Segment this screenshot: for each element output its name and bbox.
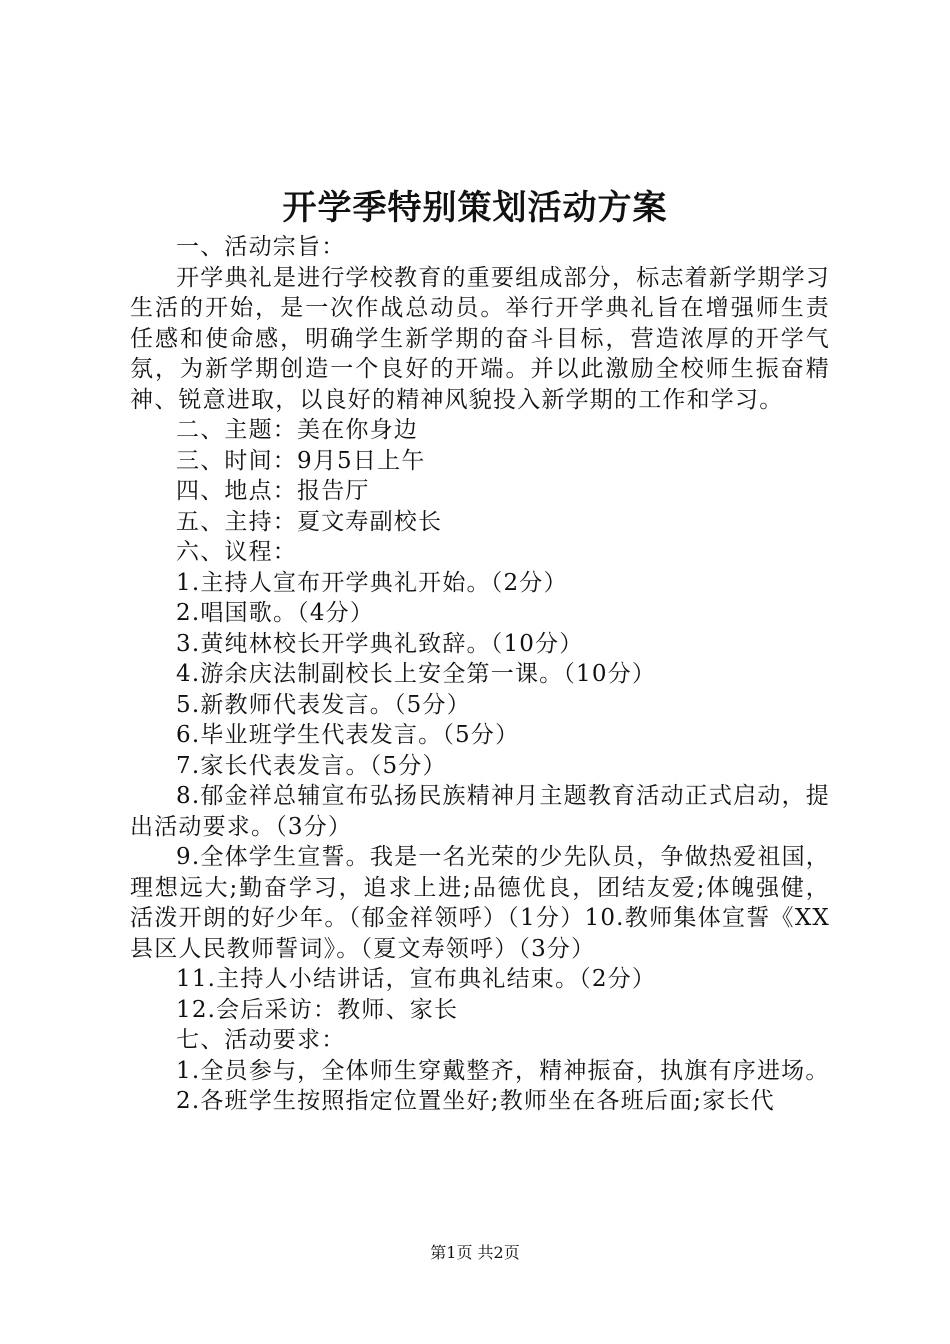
agenda-item: 5.新教师代表发言。（5分）	[176, 691, 471, 718]
section-theme: 二、主题：美在你身边	[176, 417, 418, 443]
section-time: 三、时间：9月5日上午	[176, 447, 426, 474]
requirement-item: 1.全员参与，全体师生穿戴整齐，精神振奋，执旗有序进场。	[176, 1057, 830, 1084]
section-heading-purpose: 一、活动宗旨：	[176, 234, 346, 260]
purpose-paragraph: 开学典礼是进行学校教育的重要组成部分，标志着新学期学习生活的开始，是一次作战总动员。举行开学典礼旨在增强师生责任感和使命感，明确学生新学期的奋斗目标，营造浓厚的开学气氛，为新学期创造一个良好的开端。并以此激励全校师生振奋精神、锐意进取，以良好的精神风貌投入新学期的工作和学习。	[130, 264, 830, 413]
agenda-item: 1.主持人宣布开学典礼开始。（2分）	[176, 569, 568, 596]
agenda-item: 3.黄纯林校长开学典礼致辞。（10分）	[176, 630, 584, 657]
section-heading-requirements: 七、活动要求：	[176, 1027, 346, 1053]
agenda-item: 9.全体学生宣誓。我是一名光荣的少先队员，争做热爱祖国，理想远大;勤奋学习，追求上进;品德优良，团结友爱;体魄强健，活泼开朗的好少年。（郁金祥领呼）（1分）10.教师集体宣誓《XX县区人民教师誓词》。（夏文寿领呼）（3分）	[130, 844, 830, 962]
requirement-item: 2.各班学生按照指定位置坐好;教师坐在各班后面;家长代	[176, 1088, 775, 1114]
agenda-item: 8.郁金祥总辅宣布弘扬民族精神月主题教育活动正式启动，提出活动要求。（3分）	[130, 783, 830, 840]
document-title: 开学季特别策划活动方案	[282, 188, 668, 228]
section-heading-agenda: 六、议程：	[176, 539, 297, 565]
section-host: 五、主持：夏文寿副校长	[176, 508, 443, 535]
agenda-item: 12.会后采访：教师、家长	[176, 996, 459, 1023]
agenda-item: 6.毕业班学生代表发言。（5分）	[176, 722, 520, 748]
agenda-item: 7.家长代表发言。（5分）	[176, 752, 447, 779]
agenda-item: 11.主持人小结讲话，宣布典礼结束。（2分）	[176, 966, 657, 992]
agenda-item: 2.唱国歌。（4分）	[176, 600, 375, 626]
document-body	[130, 232, 830, 1117]
section-location: 四、地点：报告厅	[176, 478, 370, 504]
page-footer: 第1页 共2页	[430, 1243, 520, 1262]
agenda-item: 4.游余庆法制副校长上安全第一课。（10分）	[176, 661, 657, 687]
